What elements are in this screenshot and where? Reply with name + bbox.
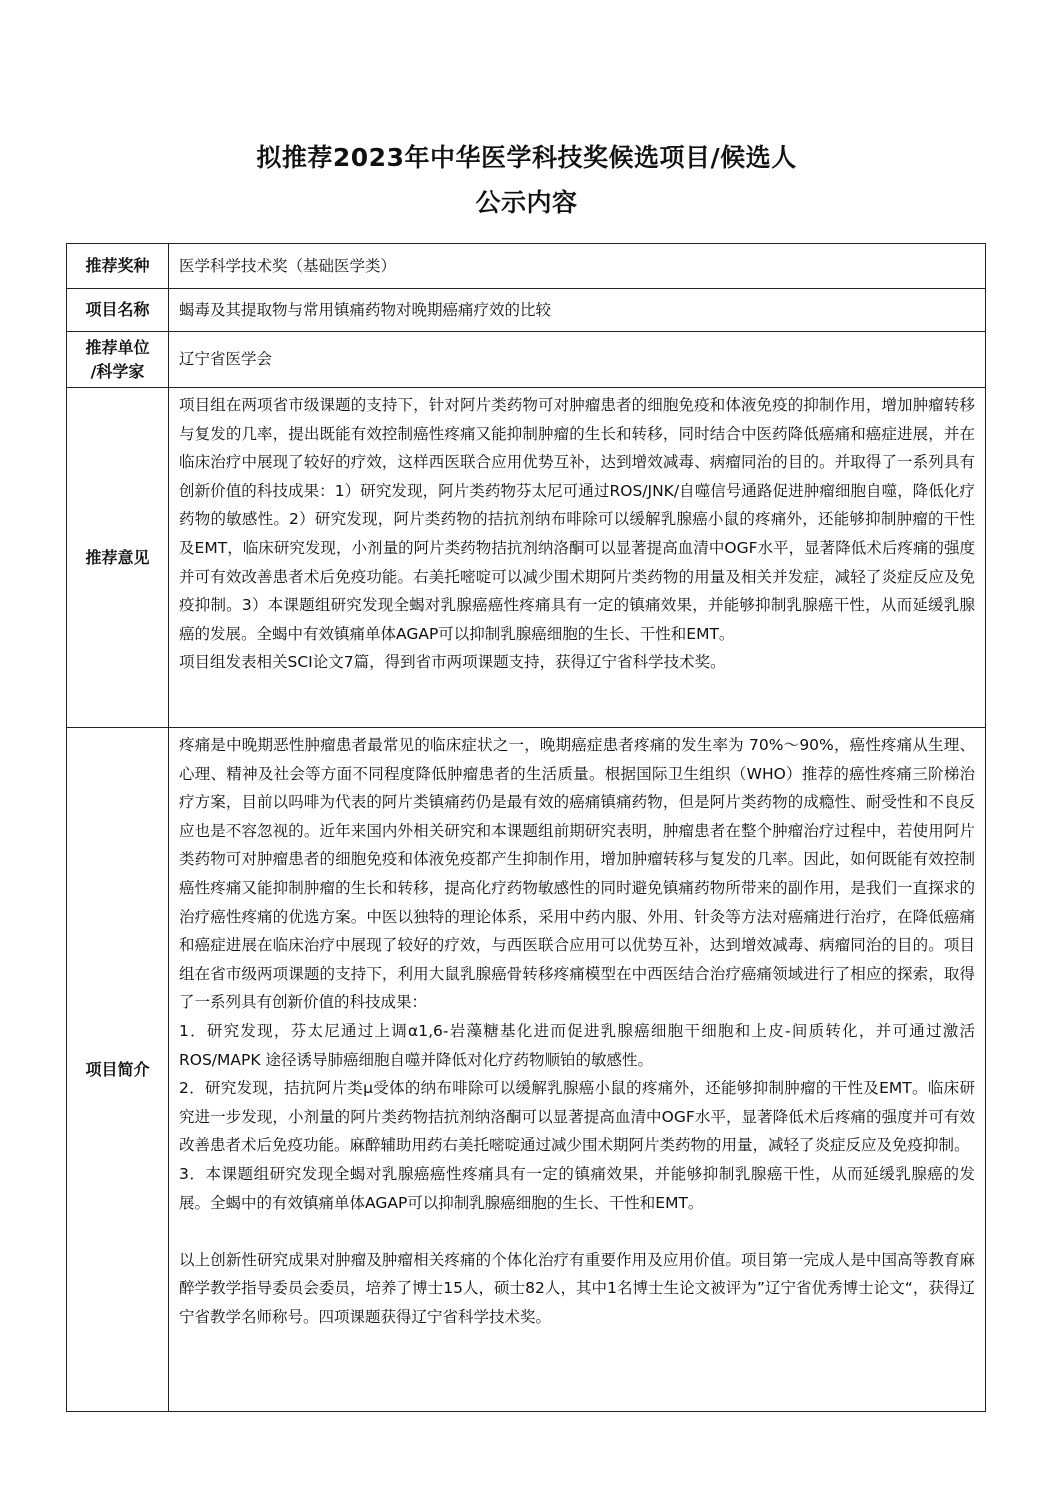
- project-name-value: 蝎毒及其提取物与常用镇痛药物对晚期癌痛疗效的比较: [169, 289, 986, 332]
- award-type-label: 推荐奖种: [67, 244, 169, 289]
- intro-label: 项目简介: [67, 728, 169, 1412]
- opinion-label: 推荐意见: [67, 388, 169, 728]
- intro-paragraph: 疼痛是中晚期恶性肿瘤患者最常见的临床症状之一，晚期癌症患者疼痛的发生率为 70%～90%，癌性疼痛从生理、心理、精神及社会等方面不同程度降低肿瘤患者的生活质量。根据国际卫生组织（WHO）推荐的癌性疼痛三阶梯治疗方案，目前以吗啡为代表的阿片类镇痛药仍是最有效的癌痛镇痛药物，但是阿片类药物的成瘾性、耐受性和不良反应也是不容忽视的。近年来国内外相关研究和本课题组前期研究表明，肿瘤患者在整个肿瘤治疗过程中，若使用阿片类药物可对肿瘤患者的细胞免疫和体液免疫都产生抑制作用，增加肿瘤转移与复发的几率。因此，如何既能有效控制癌性疼痛又能抑制肿瘤的生长和转移，提高化疗药物敏感性的同时避免镇痛药物所带来的副作用，是我们一直探求的治疗癌性疼痛的优选方案。中医以独特的理论体系，采用中药内服、外用、针灸等方法对癌痛进行治疗，在降低癌痛和癌症进展在临床治疗中展现了较好的疗效，与西医联合应用可以优势互补，达到增效减毒、病瘤同治的目的。项目组在省市级两项课题的支持下，利用大鼠乳腺癌骨转移疼痛模型在中西医结合治疗癌痛领域进行了相应的探索，取得了一系列具有创新价值的科技成果：: [179, 736, 975, 1012]
- project-name-label: 项目名称: [67, 289, 169, 332]
- opinion-paragraph: 项目组发表相关SCI论文7篇，得到省市两项课题支持，获得辽宁省科学技术奖。: [179, 653, 726, 672]
- opinion-value: [169, 388, 986, 728]
- recommender-label: [67, 332, 169, 388]
- intro-paragraph: 3．本课题组研究发现全蝎对乳腺癌癌性疼痛具有一定的镇痛效果，并能够抑制乳腺癌干性，从而延缓乳腺癌的发展。全蝎中的有效镇痛单体AGAP可以抑制乳腺癌细胞的生长、干性和EMT。: [179, 1164, 975, 1212]
- intro-paragraph: 2．研究发现，拮抗阿片类μ受体的纳布啡除可以缓解乳腺癌小鼠的疼痛外，还能够抑制肿瘤的干性及EMT。临床研究进一步发现，小剂量的阿片类药物拮抗剂纳洛酮可以显著提高血清中OGF水平，显著降低术后疼痛的强度并可有效改善患者术后免疫功能。麻醉辅助用药右美托嘧啶通过减少围术期阿片类药物的用量，减轻了炎症反应及免疫抑制。: [179, 1079, 975, 1155]
- recommender-label-line1: 推荐单位: [85, 337, 150, 357]
- recommender-value: 辽宁省医学会: [169, 332, 986, 388]
- recommender-label-line2: /科学家: [90, 361, 145, 381]
- award-type-value: 医学科学技术奖（基础医学类）: [169, 244, 986, 289]
- info-table: [66, 243, 986, 1412]
- intro-paragraph: 以上创新性研究成果对肿瘤及肿瘤相关疼痛的个体化治疗有重要作用及应用价值。项目第一完成人是中国高等教育麻醉学教学指导委员会委员，培养了博士15人，硕士82人，其中1名博士生论文被评为”辽宁省优秀博士论文“，获得辽宁省教学名师称号。四项课题获得辽宁省科学技术奖。: [179, 1250, 975, 1326]
- intro-value: [169, 728, 986, 1412]
- document-title: 拟推荐2023年中华医学科技奖候选项目/候选人: [256, 143, 797, 172]
- table-row-opinion: [67, 388, 986, 728]
- table-row-award-type: [67, 244, 986, 289]
- table-row-project-name: [67, 289, 986, 332]
- table-row-recommender: [67, 332, 986, 388]
- table-row-intro: [67, 728, 986, 1412]
- blank-line: [179, 1217, 975, 1246]
- opinion-paragraph: 项目组在两项省市级课题的支持下，针对阿片类药物可对肿瘤患者的细胞免疫和体液免疫的抑制作用，增加肿瘤转移与复发的几率，提出既能有效控制癌性疼痛又能抑制肿瘤的生长和转移，同时结合中医药降低癌痛和癌症进展，并在临床治疗中展现了较好的疗效，这样西医联合应用优势互补，达到增效减毒、病瘤同治的目的。并取得了一系列具有创新价值的科技成果：1）研究发现，阿片类药物芬太尼可通过ROS/JNK/自噬信号通路促进肿瘤细胞自噬，降低化疗药物的敏感性。2）研究发现，阿片类药物的拮抗剂纳布啡除可以缓解乳腺癌小鼠的疼痛外，还能够抑制肿瘤的干性及EMT，临床研究发现，小剂量的阿片类药物拮抗剂纳洛酮可以显著提高血清中OGF水平，显著降低术后疼痛的强度并可有效改善患者术后免疫功能。右美托嘧啶可以减少围术期阿片类药物的用量及相关并发症，减轻了炎症反应及免疫抑制。3）本课题组研究发现全蝎对乳腺癌癌性疼痛具有一定的镇痛效果，并能够抑制乳腺癌干性，从而延缓乳腺癌的发展。全蝎中有效镇痛单体AGAP可以抑制乳腺癌细胞的生长、干性和EMT。: [179, 396, 975, 643]
- document-subtitle: 公示内容: [475, 188, 578, 217]
- intro-paragraph: 1．研究发现，芬太尼通过上调α1,6-岩藻糖基化进而促进乳腺癌细胞干细胞和上皮-间质转化，并可通过激活 ROS/MAPK 途径诱导肺癌细胞自噬并降低对化疗药物顺铂的敏感性。: [179, 1021, 975, 1069]
